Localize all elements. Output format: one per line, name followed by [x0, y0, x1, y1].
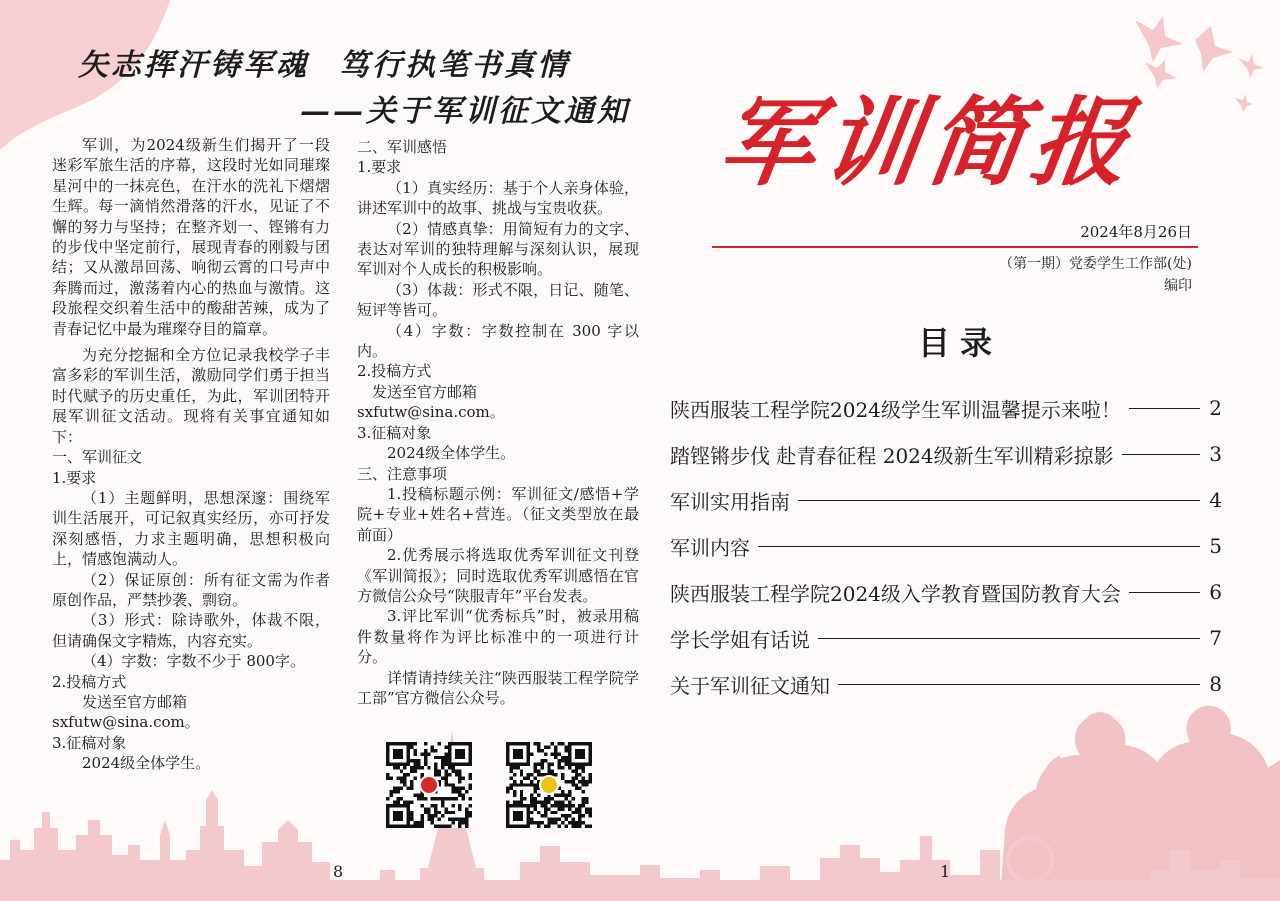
- submission-text: 发送至官方邮箱: [372, 382, 478, 401]
- email-address: sxfutw@sina.com。: [52, 713, 200, 732]
- intro-paragraph: 军训，为2024级新生们揭开了一段迷彩军旅生活的序幕，这段时光如同璀璨星河中的一抹亮色，在汗水的洗礼下熠熠生辉。每一滴悄然滑落的汗水，见证了不懈的努力与坚持；在整齐划一、铿锵有力的步伐中坚定前行，展现青春的刚毅与团结；又从激昂回荡、响彻云霄的口号声中奔腾而过，激荡着内心的热血与激情。这段旅程交织着生活中的酸甜苦辣，成为了青春记忆中最为璀璨夺目的篇章。: [52, 136, 330, 338]
- qr-logo-badge: [539, 775, 559, 795]
- issue-info: [999, 253, 1192, 297]
- toc-item-page: 7: [1209, 626, 1222, 650]
- toc-leader-line: [838, 684, 1200, 685]
- toc-leader-line: [758, 546, 1200, 547]
- left-column: [52, 135, 330, 774]
- qr-code-icon[interactable]: [386, 742, 472, 828]
- toc-leader-line: [818, 638, 1200, 639]
- note-item: 1.投稿标题示例：军训征文/感悟+学院+专业+姓名+营连。（征文类型放在最前面）: [357, 484, 639, 544]
- requirement-item: （4）字数：字数控制在 300 字以内。: [357, 321, 639, 361]
- issue-date: 2024年8月26日: [1080, 223, 1192, 241]
- toc-leader-line: [1129, 408, 1200, 409]
- headline-line-2: ——关于军训征文通知: [300, 94, 630, 129]
- headline-line-1: [78, 46, 648, 86]
- section-heading: 二、军训感悟: [357, 138, 448, 156]
- target-text: 2024级全体学生。: [387, 444, 516, 463]
- note-item: 2.优秀展示将选取优秀军训征文刊登《军训简报》；同时选取优秀军训感悟在官方微信公众号“陕服青年”平台发表。: [357, 546, 639, 605]
- toc-leader-line: [798, 500, 1200, 501]
- toc-item[interactable]: [670, 431, 1222, 477]
- section-heading: 一、军训征文: [52, 448, 143, 467]
- page-number-left: 8: [333, 862, 344, 881]
- toc-item-page: 5: [1209, 534, 1222, 558]
- toc-item-title: 陕西服装工程学院2024级入学教育暨国防教育大会: [670, 581, 1121, 606]
- requirement-item: （2）情感真挚：用简短有力的文字、表达对军训的独特理解与深刻认识，展现军训对个人成长的积极影响。: [357, 219, 639, 279]
- headline-part-a: 矢志挥汗铸军魂: [78, 48, 309, 83]
- qr-logo-badge: [419, 775, 439, 795]
- issue-line: （第一期）党委学生工作部(处): [999, 256, 1192, 272]
- section-heading: 三、注意事项: [357, 464, 448, 483]
- subheading: 2.投稿方式: [357, 362, 432, 381]
- toc-item[interactable]: [670, 385, 1222, 431]
- toc-item-page: 3: [1209, 442, 1222, 466]
- toc-item[interactable]: [670, 615, 1222, 661]
- toc-item[interactable]: [670, 477, 1222, 523]
- masthead-title: 军训简报: [712, 87, 1144, 199]
- subheading: 1.要求: [357, 158, 402, 177]
- toc-title: 目录: [917, 324, 1002, 362]
- note-item: 详情请持续关注“陕西服装工程学院学工部”官方微信公众号。: [357, 668, 639, 707]
- requirement-item: （1）真实经历：基于个人亲身体验，讲述军训中的故事、挑战与宝贵收获。: [357, 178, 639, 218]
- toc-item-title: 踏铿锵步伐 赴青春征程 2024级新生军训精彩掠影: [670, 443, 1114, 468]
- issue-line: 编印: [1164, 278, 1192, 294]
- toc-leader-line: [1129, 592, 1200, 593]
- subheading: 2.投稿方式: [52, 672, 127, 691]
- requirement-item: （1）主题鲜明，思想深邃：围绕军训生活展开，可记叙真实经历，亦可抒发深刻感悟，力求主题明确，思想积极向上，情感饱满动人。: [52, 488, 330, 569]
- requirement-item: （3）形式：除诗歌外，体裁不限，但请确保文字精炼，内容充实。: [52, 611, 330, 650]
- subheading: 3.征稿对象: [357, 423, 432, 442]
- toc-item-title: 学长学姐有话说: [670, 627, 810, 652]
- requirement-item: （4）字数：字数不少于 800字。: [82, 652, 305, 671]
- toc-item-page: 4: [1209, 488, 1222, 512]
- toc-item[interactable]: [670, 523, 1222, 569]
- toc-item-page: 6: [1209, 580, 1222, 604]
- toc-item-page: 8: [1209, 672, 1222, 696]
- email-address: sxfutw@sina.com。: [357, 403, 505, 422]
- masthead-rule: [712, 246, 1198, 248]
- toc-item-title: 陕西服装工程学院2024级学生军训温馨提示来啦！: [670, 397, 1121, 422]
- headline-part-b: 笃行执笔书真情: [339, 48, 570, 83]
- toc-item-title: 关于军训征文通知: [670, 673, 830, 698]
- toc-item-title: 军训实用指南: [670, 489, 790, 514]
- purpose-paragraph: 为充分挖掘和全方位记录我校学子丰富多彩的军训生活，激励同学们勇于担当时代赋予的历史重任，为此，军训团特开展军训征文活动。现将有关事宜通知如下：: [52, 346, 330, 446]
- subheading: 3.征稿对象: [52, 733, 127, 752]
- toc-item-page: 2: [1209, 396, 1222, 420]
- subheading: 1.要求: [52, 468, 97, 487]
- requirement-item: （2）保证原创：所有征文需为作者原创作品，严禁抄袭、剽窃。: [52, 570, 330, 609]
- toc-item[interactable]: [670, 661, 1222, 707]
- target-text: 2024级全体学生。: [82, 754, 211, 773]
- article-headline: [78, 46, 648, 132]
- toc-item-title: 军训内容: [670, 535, 750, 560]
- table-of-contents: [670, 385, 1222, 707]
- page-number-right: 1: [940, 862, 951, 881]
- note-item: 3.评比军训“优秀标兵”时，被录用稿件数量将作为评比标准中的一项进行计分。: [357, 607, 639, 667]
- qr-code-icon[interactable]: [506, 742, 592, 828]
- requirement-item: （3）体裁：形式不限，日记、随笔、短评等皆可。: [357, 280, 639, 320]
- middle-column: [357, 137, 639, 708]
- toc-leader-line: [1122, 454, 1200, 455]
- toc-item[interactable]: [670, 569, 1222, 615]
- submission-text: 发送至官方邮箱: [82, 692, 188, 711]
